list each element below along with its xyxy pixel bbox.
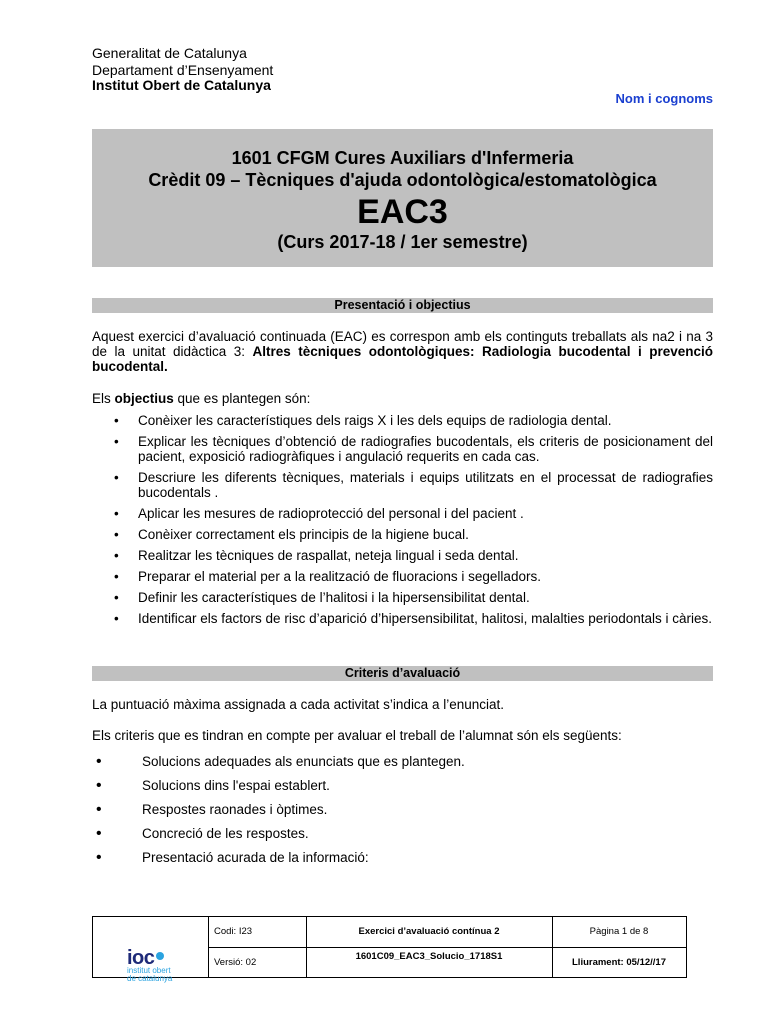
list-item: • Aplicar les mesures de radioprotecció del personal i del pacient . (92, 506, 713, 521)
list-item: • Descriure les diferents tècniques, materials i equips utilitzats en el processat de radiografies bucodentals . (92, 470, 713, 500)
list-item: • Respostes raonades i òptimes. (92, 802, 713, 818)
footer-codi: Codi: I23 (214, 926, 253, 937)
intro-paragraph (92, 329, 713, 374)
footer-file-name: 1601C09_EAC3_Solucio_1718S1 (355, 951, 503, 962)
list-item: • Conèixer les característiques dels raigs X i les dels equips de radiologia dental. (92, 413, 713, 428)
logo-sub-line2: de catalunya (127, 974, 173, 983)
intro-unit-title: Altres tècniques odontològiques: Radiologia bucodental i prevenció bucodental. (92, 344, 713, 374)
section-heading-criteria: Criteris d’avaluació (92, 666, 713, 681)
list-item: • Concreció de les respostes. (92, 826, 713, 842)
ioc-logo-subtitle (127, 967, 172, 983)
objectives-intro (92, 391, 713, 406)
footer-table (92, 916, 687, 978)
ioc-logo-text: ioc (127, 947, 155, 969)
objectives-list (92, 413, 713, 632)
criteria-paragraph-1: La puntuació màxima assignada a cada activitat s’indica a l’enunciat. (92, 697, 504, 712)
section-heading-presentation: Presentació i objectius (92, 298, 713, 313)
list-item: • Identificar els factors de risc d’aparició d’hipersensibilitat, halitosi, malalties periodontals i càries. (92, 611, 713, 626)
list-item: • Preparar el material per a la realització de fluoracions i segelladors. (92, 569, 713, 584)
course-year: (Curs 2017-18 / 1er semestre) (277, 232, 528, 252)
header-institut: Institut Obert de Catalunya (92, 77, 271, 93)
objectives-post: que es plantegen són: (173, 391, 311, 406)
list-item: • Conèixer correctament els principis de la higiene bucal. (92, 527, 713, 542)
logo-dot-icon (156, 952, 164, 960)
credit-title: Crèdit 09 – Tècniques d'ajuda odontològica/estomatològica (148, 170, 657, 190)
objectives-pre: Els (92, 391, 115, 406)
criteria-list (92, 754, 713, 874)
footer-versio: Versió: 02 (214, 957, 257, 968)
header-departament: Departament d’Ensenyament (92, 62, 274, 78)
list-item: • Realitzar les tècniques de raspallat, neteja lingual i seda dental. (92, 548, 713, 563)
objectives-keyword: objectius (114, 391, 174, 406)
list-item: • Presentació acurada de la informació: (92, 850, 713, 866)
name-field-label: Nom i cognoms (615, 91, 713, 106)
list-item: • Explicar les tècniques d’obtenció de radiografies bucodentals, els criteris de posicionament del pacient, exposició radiogràfiques i angulació requerits en cada cas. (92, 434, 713, 464)
footer-exercise-title: Exercici d’avaluació contínua 2 (358, 926, 500, 937)
list-item: • Definir les característiques de l’halitosi i la hipersensibilitat dental. (92, 590, 713, 605)
list-item: • Solucions dins l'espai establert. (92, 778, 713, 794)
intro-text: Aquest exercici d’avaluació continuada (EAC) es correspon amb els continguts treballats als na2 i na 3 de la unitat didàctica 3: (92, 329, 713, 359)
logo-sub-line1: institut obert (127, 966, 171, 975)
exercise-code: EAC3 (357, 193, 448, 231)
title-box (92, 129, 713, 267)
criteria-paragraph-2: Els criteris que es tindran en compte per avaluar el treball de l’alumnat són els següents: (92, 728, 622, 743)
header-generalitat: Generalitat de Catalunya (92, 45, 247, 61)
footer-delivery-date: Lliurament: 05/12//17 (572, 957, 666, 968)
ioc-logo (127, 948, 164, 968)
footer-page-number: Pàgina 1 de 8 (589, 926, 649, 937)
list-item: • Solucions adequades als enunciats que es plantegen. (92, 754, 713, 770)
course-title: 1601 CFGM Cures Auxiliars d'Infermeria (231, 148, 574, 168)
